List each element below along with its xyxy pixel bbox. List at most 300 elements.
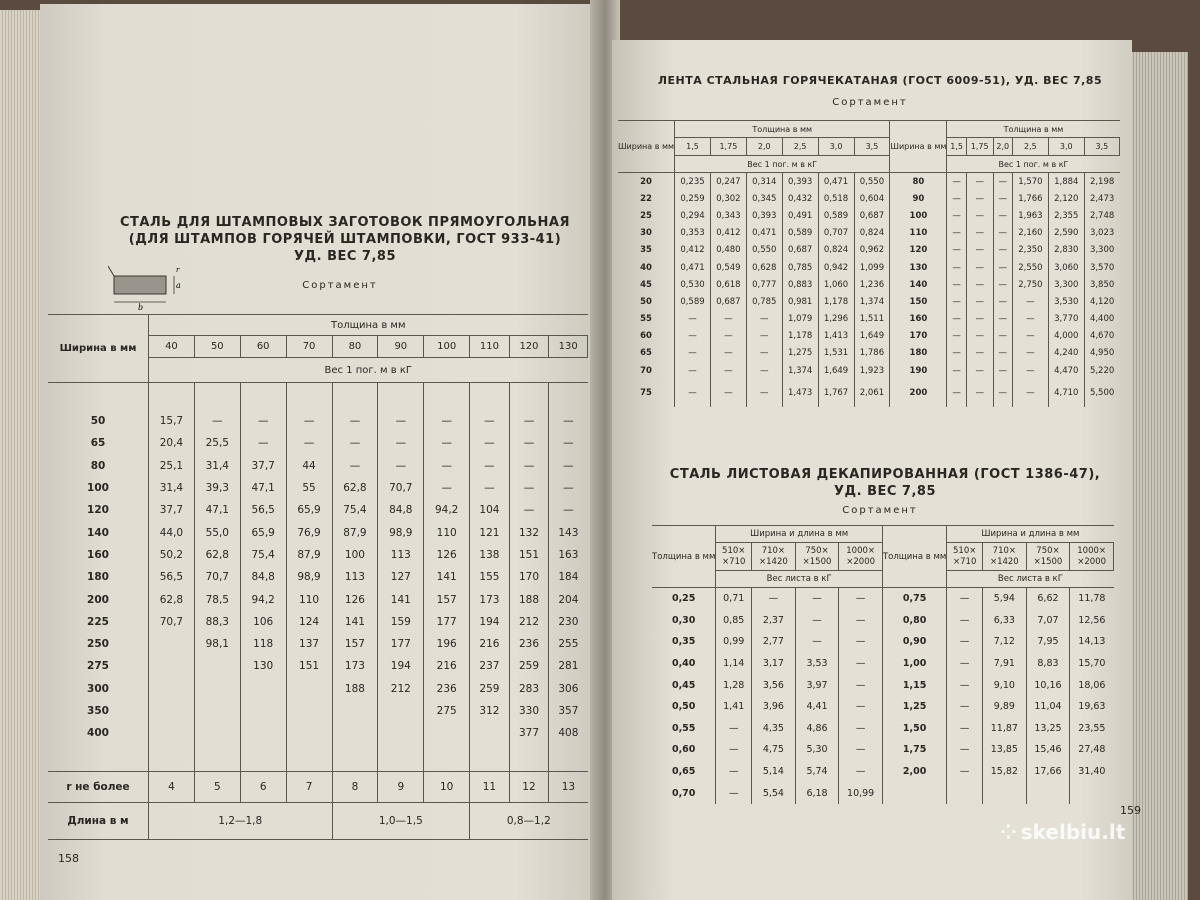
strip-cell: 0,589: [818, 207, 854, 224]
sheet-cell: 10,16: [1026, 674, 1070, 696]
table-cell: 212: [509, 611, 549, 633]
strip-width-b: 130: [890, 259, 947, 276]
strip-thickness-5: 3,5: [1084, 138, 1119, 156]
spacer-cell: [194, 744, 240, 772]
strip-thickness-2: 2,0: [746, 138, 782, 156]
sheet-thickness-b: 2,00: [882, 761, 946, 783]
strip-cell: 1,531: [818, 345, 854, 362]
strip-cell: 3,770: [1048, 311, 1084, 328]
row-width: 180: [87, 571, 109, 584]
table-cell: —: [332, 432, 378, 454]
strip-cell: —: [993, 328, 1012, 345]
strip-cell: 5,500: [1084, 379, 1119, 407]
sheet-cell: 11,04: [1026, 696, 1070, 718]
table-row: [48, 722, 588, 744]
table-cell: —: [549, 410, 588, 432]
sheet-cell: 27,48: [1070, 739, 1114, 761]
sheet-cell: —: [839, 761, 883, 783]
table-cell: [286, 678, 332, 700]
table-cell: [424, 722, 470, 744]
thickness-2: 60: [240, 336, 286, 358]
spacer-cell: [470, 383, 510, 411]
table-cell: 94,2: [424, 499, 470, 521]
sheet-size-3: 1000× ×2000: [839, 543, 883, 571]
strip-cell: 1,374: [782, 362, 818, 379]
r-value: 12: [509, 772, 549, 803]
strip-cell: 1,963: [1012, 207, 1048, 224]
right-title-1: ЛЕНТА СТАЛЬНАЯ ГОРЯЧЕКАТАНАЯ (ГОСТ 6009-51), УД. ВЕС 7,85: [657, 74, 1103, 87]
table-cell: 94,2: [240, 588, 286, 610]
sheet-cell: 7,12: [983, 631, 1027, 653]
sheet-thickness-a: 0,65: [671, 766, 696, 778]
table-cell: 230: [549, 611, 588, 633]
table-cell: 157: [424, 588, 470, 610]
header3-thickness-b: Толщина в мм: [882, 526, 946, 588]
strip-width-b: 100: [890, 207, 947, 224]
strip-cell: 0,302: [710, 190, 746, 207]
row-width: 225: [87, 615, 109, 628]
strip-cell: 1,884: [1048, 173, 1084, 191]
strip-cell: 2,355: [1048, 207, 1084, 224]
strip-cell: —: [675, 328, 711, 345]
table-cell: [149, 700, 195, 722]
strip-cell: 0,824: [854, 225, 890, 242]
strip-cell: 3,850: [1084, 276, 1119, 293]
strip-cell: 2,198: [1084, 173, 1119, 191]
table-cell: —: [332, 455, 378, 477]
strip-width-a: 65: [640, 348, 652, 359]
sheet-cell: —: [947, 653, 983, 675]
sheet-cell: —: [839, 674, 883, 696]
table-row: [48, 410, 588, 432]
table-cell: —: [378, 455, 424, 477]
table-cell: 159: [378, 611, 424, 633]
strip-width-b: 150: [890, 293, 947, 310]
strip-cell: —: [966, 276, 993, 293]
right-title-2: [660, 466, 1110, 500]
sheet-thickness-b: 0,75: [882, 588, 946, 610]
sheet-cell: 13,85: [983, 739, 1027, 761]
strip-cell: 1,570: [1012, 173, 1048, 191]
table-cell: 130: [240, 655, 286, 677]
strip-cell: 3,300: [1084, 242, 1119, 259]
row-width: 160: [87, 548, 109, 561]
strip-cell: —: [947, 242, 966, 259]
strip-width-a: 75: [640, 388, 652, 399]
strip-cell: 0,247: [710, 173, 746, 191]
strip-cell: —: [993, 259, 1012, 276]
table-cell: 39,3: [194, 477, 240, 499]
spacer-cell: [378, 744, 424, 772]
strip-row: [618, 173, 1120, 191]
strip-thickness-1: 1,75: [710, 138, 746, 156]
table-cell: 75,4: [332, 499, 378, 521]
strip-cell: 3,570: [1084, 259, 1119, 276]
thickness-3: 70: [286, 336, 332, 358]
row-width: 300: [87, 682, 109, 695]
strip-cell: 1,374: [854, 293, 890, 310]
sheet-cell: —: [839, 631, 883, 653]
strip-cell: 1,178: [782, 328, 818, 345]
thickness-7: 110: [470, 336, 510, 358]
table-cell: 212: [378, 678, 424, 700]
table-cell: 98,1: [194, 633, 240, 655]
sheet-thickness-b: 1,50: [882, 718, 946, 740]
header2-weight-b: Вес 1 пог. м в кГ: [947, 156, 1120, 173]
table-cell: 110: [286, 588, 332, 610]
table-cell: —: [470, 455, 510, 477]
spacer-cell: [149, 383, 195, 411]
table-cell: 118: [240, 633, 286, 655]
table-cell: 259: [509, 655, 549, 677]
sheet-cell: 12,56: [1070, 610, 1114, 632]
strip-cell: 0,883: [782, 276, 818, 293]
table-cell: 137: [286, 633, 332, 655]
header2-width-a: Ширина в мм: [618, 121, 675, 173]
length-value: 1,0—1,5: [332, 803, 470, 840]
table-cell: 188: [332, 678, 378, 700]
spacer-cell: [286, 383, 332, 411]
sheet-cell: [1026, 782, 1070, 804]
strip-cell: —: [1012, 293, 1048, 310]
sheet-row: [652, 739, 1114, 761]
strip-cell: —: [966, 345, 993, 362]
strip-thickness-0: 1,5: [675, 138, 711, 156]
strip-cell: 0,480: [710, 242, 746, 259]
strip-cell: 2,350: [1012, 242, 1048, 259]
strip-cell: 3,060: [1048, 259, 1084, 276]
strip-cell: —: [1012, 345, 1048, 362]
strip-width-a: 45: [640, 279, 652, 290]
sheet-row: [652, 610, 1114, 632]
sheet-cell: —: [947, 674, 983, 696]
strip-cell: 0,294: [675, 207, 711, 224]
left-subtitle: Сортамент: [302, 280, 378, 291]
strip-cell: —: [947, 225, 966, 242]
table-cell: 281: [549, 655, 588, 677]
strip-cell: —: [746, 379, 782, 407]
table-cell: 55: [286, 477, 332, 499]
strip-row: [618, 207, 1120, 224]
strip-cell: —: [746, 345, 782, 362]
sheet-row: [652, 782, 1114, 804]
table-cell: —: [286, 410, 332, 432]
row-width: 350: [87, 705, 109, 717]
strip-cell: 2,750: [1012, 276, 1048, 293]
spacer-cell: [509, 744, 549, 772]
spacer-cell: [240, 383, 286, 411]
r-value: 5: [194, 772, 240, 803]
strip-width-b: 170: [890, 328, 947, 345]
header3-size-a: Ширина и длина в мм: [716, 526, 883, 543]
table-cell: [149, 633, 195, 655]
strip-cell: —: [993, 293, 1012, 310]
right-title-2-line-1: СТАЛЬ ЛИСТОВАЯ ДЕКАПИРОВАННАЯ (ГОСТ 1386-47),: [669, 467, 1101, 482]
table-cell: —: [240, 410, 286, 432]
table-cell: 98,9: [378, 521, 424, 543]
diagram-a-label: a: [176, 281, 181, 290]
strip-cell: —: [993, 225, 1012, 242]
strip-cell: 1,178: [818, 293, 854, 310]
table-cell: [194, 722, 240, 744]
table-cell: 177: [424, 611, 470, 633]
sheet-cell: 14,13: [1070, 631, 1114, 653]
strip-cell: 0,530: [675, 276, 711, 293]
strip-cell: —: [966, 362, 993, 379]
sheet-cell: 3,56: [752, 674, 796, 696]
table-cell: 62,8: [332, 477, 378, 499]
table-cell: 98,9: [286, 566, 332, 588]
strip-cell: 0,549: [710, 259, 746, 276]
table-row: [48, 655, 588, 677]
spacer-cell: [470, 744, 510, 772]
sheet-cell: 6,33: [983, 610, 1027, 632]
sheet-cell: 10,99: [839, 782, 883, 804]
strip-thickness-1: 1,75: [966, 138, 993, 156]
left-title-line-3: УД. ВЕС 7,85: [294, 249, 396, 264]
r-value: 7: [286, 772, 332, 803]
header2-weight-a: Вес 1 пог. м в кГ: [675, 156, 890, 173]
sheet-cell: —: [839, 610, 883, 632]
row-width: 65: [90, 437, 106, 450]
sheet-cell: —: [947, 588, 983, 610]
table-cell: 141: [424, 566, 470, 588]
table-cell: [470, 722, 510, 744]
sheet-cell: 6,18: [795, 782, 839, 804]
table-cell: 50,2: [149, 544, 195, 566]
table-cell: —: [509, 410, 549, 432]
sheet-cell: 2,37: [752, 610, 796, 632]
sheet-cell: 15,46: [1026, 739, 1070, 761]
strip-cell: 0,471: [675, 259, 711, 276]
spacer-cell: [286, 744, 332, 772]
table-row: [48, 588, 588, 610]
sheet-cell: —: [752, 588, 796, 610]
strip-cell: —: [966, 173, 993, 191]
table-row: [48, 611, 588, 633]
strip-cell: 0,785: [746, 293, 782, 310]
sheet-thickness-b: 0,80: [882, 610, 946, 632]
table-cell: 173: [332, 655, 378, 677]
strip-cell: —: [947, 293, 966, 310]
sheet-cell: 13,25: [1026, 718, 1070, 740]
strip-cell: 1,236: [854, 276, 890, 293]
spacer-cell: [332, 744, 378, 772]
strip-cell: 0,412: [710, 225, 746, 242]
sheet-cell: —: [839, 588, 883, 610]
strip-cell: 1,766: [1012, 190, 1048, 207]
spacer-cell: [509, 383, 549, 411]
sheet-thickness-a: 0,40: [671, 658, 696, 670]
sheet-thickness-b: 1,00: [882, 653, 946, 675]
sheet-thickness-a: 0,30: [671, 614, 696, 626]
header3-weight-a: Вес листа в кГ: [716, 571, 883, 588]
strip-cell: —: [993, 173, 1012, 191]
sheet-cell: 5,54: [752, 782, 796, 804]
sheet-thickness-a: 0,70: [671, 787, 696, 799]
strip-cell: 4,710: [1048, 379, 1084, 407]
strip-cell: 2,120: [1048, 190, 1084, 207]
strip-cell: —: [966, 190, 993, 207]
table-cell: 330: [509, 700, 549, 722]
strip-cell: 4,400: [1084, 311, 1119, 328]
table-row: [48, 477, 588, 499]
table-cell: —: [509, 432, 549, 454]
table-cell: [240, 700, 286, 722]
strip-cell: —: [993, 345, 1012, 362]
table-cell: 177: [378, 633, 424, 655]
sheet-cell: —: [716, 782, 752, 804]
strip-cell: —: [710, 362, 746, 379]
strip-cell: —: [1012, 311, 1048, 328]
sheet-cell: —: [716, 739, 752, 761]
spacer-label: [48, 744, 149, 772]
strip-cell: 0,687: [782, 242, 818, 259]
sheet-cell: 23,55: [1070, 718, 1114, 740]
left-title-line-1: СТАЛЬ ДЛЯ ШТАМПОВЫХ ЗАГОТОВОК ПРЯМОУГОЛЬНАЯ: [120, 215, 570, 230]
table-cell: 127: [378, 566, 424, 588]
sheet-thickness-a: 0,55: [671, 722, 696, 734]
left-title-line-2: (ДЛЯ ШТАМПОВ ГОРЯЧЕЙ ШТАМПОВКИ, ГОСТ 933-41): [128, 232, 562, 247]
table-cell: 173: [470, 588, 510, 610]
sheet-cell: 3,17: [752, 653, 796, 675]
sheet-cell: 15,82: [983, 761, 1027, 783]
sheet-cell: —: [716, 718, 752, 740]
sheet-thickness-a: 0,35: [671, 636, 696, 648]
table-cell: 113: [378, 544, 424, 566]
sheet-cell: 19,63: [1070, 696, 1114, 718]
strip-cell: —: [993, 190, 1012, 207]
watermark-logo: [1000, 820, 1125, 844]
table-cell: 37,7: [240, 455, 286, 477]
sheet-cell: 18,06: [1070, 674, 1114, 696]
spacer-cell: [424, 383, 470, 411]
table-cell: 44: [286, 455, 332, 477]
table-row: [48, 432, 588, 454]
table-cell: [149, 722, 195, 744]
strip-cell: 1,923: [854, 362, 890, 379]
watermark-text: skelbiu.lt: [1020, 820, 1126, 844]
strip-row: [618, 276, 1120, 293]
strip-cell: 5,220: [1084, 362, 1119, 379]
table-cell: [286, 700, 332, 722]
spacer-cell: [424, 744, 470, 772]
strip-thickness-3: 2,5: [782, 138, 818, 156]
watermark-dots-icon: ⁘: [1000, 820, 1017, 844]
strip-cell: 3,023: [1084, 225, 1119, 242]
r-label: r не более: [48, 772, 149, 803]
sheet-cell: 7,95: [1026, 631, 1070, 653]
strip-width-b: 160: [890, 311, 947, 328]
table-cell: [332, 722, 378, 744]
strip-cell: —: [966, 328, 993, 345]
spacer-cell: [549, 383, 588, 411]
strip-cell: 1,473: [782, 379, 818, 407]
table-row: [48, 633, 588, 655]
strip-cell: 1,767: [818, 379, 854, 407]
strip-cell: 2,550: [1012, 259, 1048, 276]
strip-cell: —: [675, 311, 711, 328]
strip-cell: 3,530: [1048, 293, 1084, 310]
table-row: [48, 455, 588, 477]
header3-thickness-a: Толщина в мм: [652, 526, 716, 588]
strip-width-a: 22: [640, 193, 652, 204]
stamp-steel-table: [48, 314, 588, 840]
strip-cell: 0,981: [782, 293, 818, 310]
table-cell: 312: [470, 700, 510, 722]
r-row: [48, 772, 588, 803]
table-cell: 100: [332, 544, 378, 566]
length-value: 1,2—1,8: [149, 803, 333, 840]
table-cell: 216: [424, 655, 470, 677]
sheet-cell: 1,14: [716, 653, 752, 675]
table-cell: —: [470, 432, 510, 454]
header3-size-b: Ширина и длина в мм: [947, 526, 1114, 543]
table-cell: 163: [549, 544, 588, 566]
table-cell: 170: [509, 566, 549, 588]
table-cell: —: [240, 432, 286, 454]
table-cell: 408: [549, 722, 588, 744]
row-width: 250: [87, 638, 109, 651]
strip-cell: 0,518: [818, 190, 854, 207]
sheet-size-1: 710× ×1420: [752, 543, 796, 571]
table-row: [48, 566, 588, 588]
table-cell: 62,8: [149, 588, 195, 610]
table-cell: [332, 700, 378, 722]
strip-cell: 4,000: [1048, 328, 1084, 345]
table-cell: —: [470, 477, 510, 499]
strip-cell: —: [947, 311, 966, 328]
strip-cell: —: [947, 345, 966, 362]
table-cell: 75,4: [240, 544, 286, 566]
strip-cell: 2,473: [1084, 190, 1119, 207]
sheet-cell: 17,66: [1026, 761, 1070, 783]
sheet-cell: 2,77: [752, 631, 796, 653]
row-width: 200: [87, 593, 109, 606]
strip-cell: 0,824: [818, 242, 854, 259]
table-cell: 357: [549, 700, 588, 722]
strip-thickness-3: 2,5: [1012, 138, 1048, 156]
strip-cell: 0,491: [782, 207, 818, 224]
table-cell: [240, 722, 286, 744]
strip-cell: 2,590: [1048, 225, 1084, 242]
strip-cell: —: [966, 379, 993, 407]
strip-width-a: 55: [640, 314, 652, 325]
strip-width-b: 120: [890, 242, 947, 259]
table-cell: 88,3: [194, 611, 240, 633]
strip-row: [618, 259, 1120, 276]
strip-width-a: 50: [640, 296, 652, 307]
strip-cell: 1,275: [782, 345, 818, 362]
strip-cell: —: [993, 276, 1012, 293]
spacer-cell: [149, 744, 195, 772]
table-cell: 25,1: [149, 455, 195, 477]
sheet-size-2: 750× ×1500: [795, 543, 839, 571]
table-row: [48, 521, 588, 543]
strip-cell: 0,604: [854, 190, 890, 207]
table-cell: —: [509, 477, 549, 499]
strip-width-a: 60: [640, 331, 652, 342]
strip-cell: —: [966, 293, 993, 310]
strip-cell: 0,589: [782, 225, 818, 242]
table-cell: 188: [509, 588, 549, 610]
table-cell: —: [424, 432, 470, 454]
strip-width-b: 110: [890, 225, 947, 242]
strip-cell: 4,240: [1048, 345, 1084, 362]
strip-cell: 0,550: [746, 242, 782, 259]
sheet-cell: 8,83: [1026, 653, 1070, 675]
table-cell: 151: [509, 544, 549, 566]
